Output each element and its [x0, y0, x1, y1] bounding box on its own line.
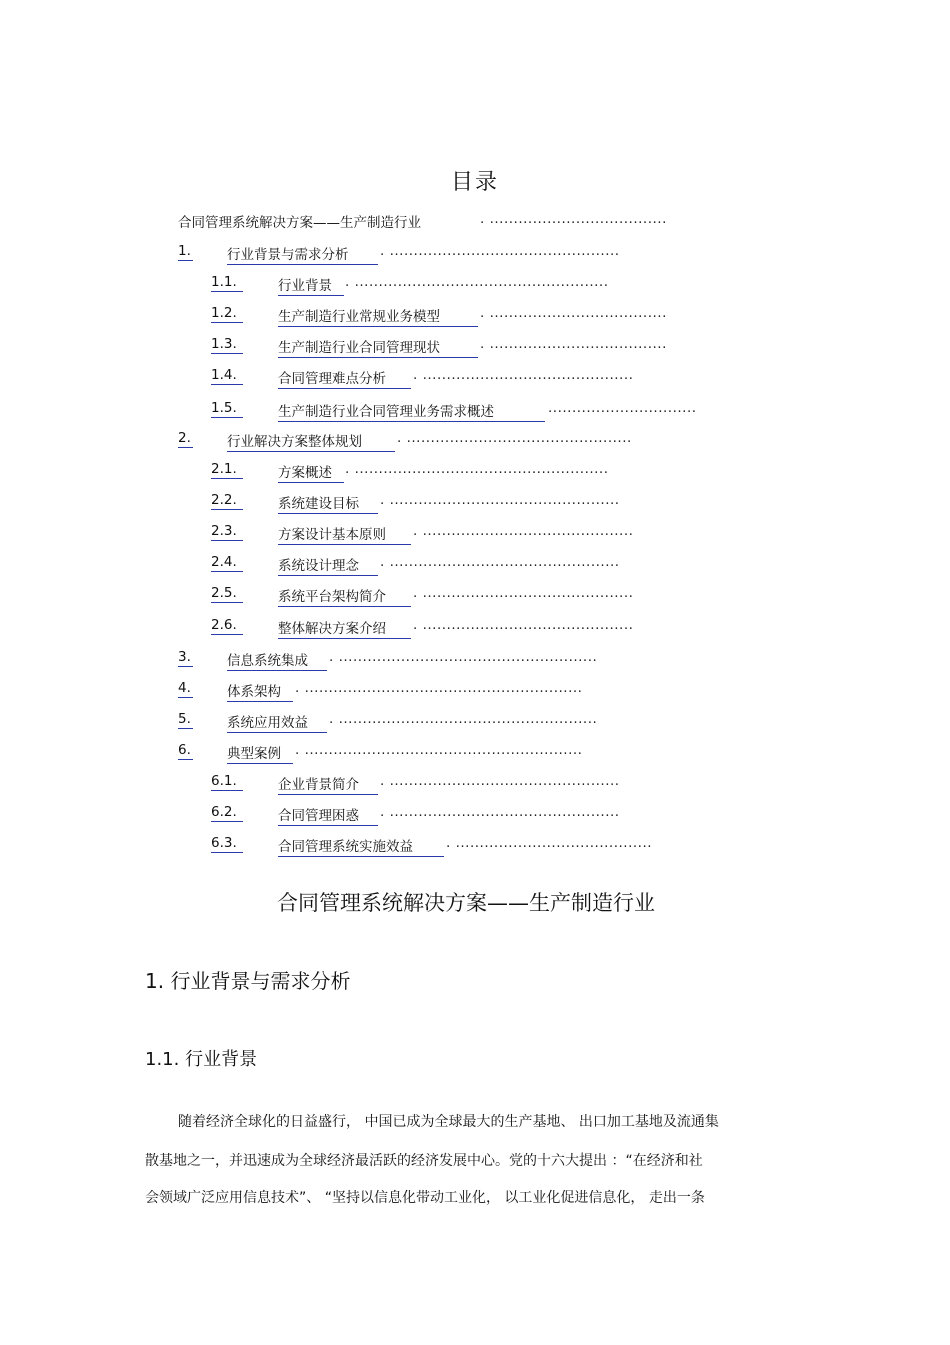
toc-entry-number[interactable]: 2.4. [211, 554, 243, 572]
toc-entry-number[interactable]: 3. [178, 649, 193, 667]
toc-entry-link[interactable]: 企业背景简介 [278, 773, 378, 795]
toc-entry-number[interactable]: 1.4. [211, 367, 243, 385]
toc-entry-number[interactable]: 2.1. [211, 461, 243, 479]
toc-entry-dots: . ................................................ [380, 773, 620, 789]
toc-entry-3[interactable] [0, 649, 950, 671]
toc-entry-link[interactable]: 信息系统集成 [227, 649, 327, 671]
toc-entry-dots: . ......................................... [446, 835, 653, 851]
toc-entry-dots: . ............................................ [413, 585, 634, 601]
toc-entry-link[interactable]: 体系架构 [227, 680, 293, 702]
toc-entry-dots: . ............................................ [413, 367, 634, 383]
toc-entry-link[interactable]: 整体解决方案介绍 [278, 617, 411, 639]
toc-entry-dots: . .......................................................... [295, 680, 583, 696]
toc-entry-top[interactable] [0, 211, 950, 233]
paragraph-line-3: 会领域广泛应用信息技术”、 “坚持以信息化带动工业化， 以工业化促进信息化， 走出一条 [145, 1190, 705, 1206]
toc-entry-number[interactable]: 2.2. [211, 492, 243, 510]
toc-entry-6-2[interactable] [0, 804, 950, 826]
toc-entry-2-1[interactable] [0, 461, 950, 483]
toc-entry-link[interactable]: 系统设计理念 [278, 554, 378, 576]
toc-entry-1[interactable] [0, 243, 950, 265]
toc-entry-link[interactable]: 生产制造行业常规业务模型 [278, 305, 478, 327]
toc-entry-2[interactable] [0, 430, 950, 452]
toc-entry-number[interactable]: 2.3. [211, 523, 243, 541]
toc-entry-link[interactable]: 方案设计基本原则 [278, 523, 411, 545]
toc-entry-number[interactable]: 2.5. [211, 585, 243, 603]
toc-entry-dots: . ...................................................... [329, 649, 598, 665]
toc-entry-dots: . ............................................ [413, 617, 634, 633]
toc-entry-1-4[interactable] [0, 367, 950, 389]
toc-entry-top-dots: . ..................................... [480, 211, 667, 227]
paragraph-line-2: 散基地之一，并迅速成为全球经济最活跃的经济发展中心。党的十六大提出 ：“在经济和社 [145, 1153, 703, 1169]
toc-entry-2-2[interactable] [0, 492, 950, 514]
toc-entry-2-4[interactable] [0, 554, 950, 576]
toc-entry-number[interactable]: 1. [178, 243, 193, 261]
toc-entry-1-2[interactable] [0, 305, 950, 327]
toc-entry-number[interactable]: 5. [178, 711, 193, 729]
toc-entry-dots: . ............................................ [413, 523, 634, 539]
toc-entry-number[interactable]: 1.1. [211, 274, 243, 292]
toc-entry-link[interactable]: 合同管理困惑 [278, 804, 378, 826]
toc-entry-number[interactable]: 6.3. [211, 835, 243, 853]
toc-title: 目录 [450, 170, 499, 195]
toc-entry-2-3[interactable] [0, 523, 950, 545]
toc-entry-6[interactable] [0, 742, 950, 764]
toc-entry-dots: . ...................................................... [329, 711, 598, 727]
toc-entry-number[interactable]: 6. [178, 742, 193, 760]
toc-entry-top-text[interactable]: 合同管理系统解决方案——生产制造行业 [178, 215, 421, 231]
toc-entry-number[interactable]: 2. [178, 430, 193, 448]
toc-entry-2-6[interactable] [0, 617, 950, 639]
toc-entry-number[interactable]: 1.3. [211, 336, 243, 354]
toc-entry-number[interactable]: 2.6. [211, 617, 243, 635]
toc-entry-link[interactable]: 方案概述 [278, 461, 344, 483]
toc-entry-dots: . ............................................... [397, 430, 632, 446]
toc-entry-link[interactable]: 系统应用效益 [227, 711, 327, 733]
toc-entry-1-5[interactable] [0, 400, 950, 422]
section-heading-1-1: 1.1. 行业背景 [145, 1049, 258, 1070]
toc-entry-dots: . ................................................ [380, 492, 620, 508]
toc-entry-link[interactable]: 典型案例 [227, 742, 293, 764]
toc-entry-link[interactable]: 系统建设目标 [278, 492, 378, 514]
toc-entry-link[interactable]: 行业解决方案整体规划 [227, 430, 395, 452]
toc-entry-6-1[interactable] [0, 773, 950, 795]
toc-entry-dots: . ..................................... [480, 305, 667, 321]
toc-entry-4[interactable] [0, 680, 950, 702]
toc-entry-dots: ............................... [548, 400, 697, 416]
toc-entry-link[interactable]: 生产制造行业合同管理业务需求概述 [278, 400, 545, 422]
toc-entry-number[interactable]: 4. [178, 680, 193, 698]
toc-entry-dots: . ................................................ [380, 554, 620, 570]
toc-entry-6-3[interactable] [0, 835, 950, 857]
toc-entry-link[interactable]: 合同管理系统实施效益 [278, 835, 444, 857]
toc-entry-link[interactable]: 系统平台架构简介 [278, 585, 411, 607]
toc-entry-number[interactable]: 1.2. [211, 305, 243, 323]
toc-entry-link[interactable]: 行业背景与需求分析 [227, 243, 378, 265]
toc-entry-link[interactable]: 合同管理难点分析 [278, 367, 411, 389]
toc-entry-1-1[interactable] [0, 274, 950, 296]
toc-entry-5[interactable] [0, 711, 950, 733]
toc-entry-dots: . ..................................... [480, 336, 667, 352]
toc-entry-number[interactable]: 6.2. [211, 804, 243, 822]
toc-entry-dots: . ................................................ [380, 243, 620, 259]
toc-entry-dots: . ..................................................... [345, 461, 609, 477]
toc-entry-number[interactable]: 6.1. [211, 773, 243, 791]
toc-entry-1-3[interactable] [0, 336, 950, 358]
document-title: 合同管理系统解决方案——生产制造行业 [277, 891, 655, 915]
toc-entry-dots: . ..................................................... [345, 274, 609, 290]
toc-entry-link[interactable]: 生产制造行业合同管理现状 [278, 336, 478, 358]
paragraph-line-1: 随着经济全球化的日益盛行， 中国已成为全球最大的生产基地、 出口加工基地及流通集 [178, 1114, 719, 1130]
toc-entry-dots: . .......................................................... [295, 742, 583, 758]
toc-entry-2-5[interactable] [0, 585, 950, 607]
section-heading-1: 1. 行业背景与需求分析 [145, 969, 351, 993]
toc-entry-number[interactable]: 1.5. [211, 400, 243, 418]
toc-entry-dots: . ................................................ [380, 804, 620, 820]
toc-entry-link[interactable]: 行业背景 [278, 274, 344, 296]
